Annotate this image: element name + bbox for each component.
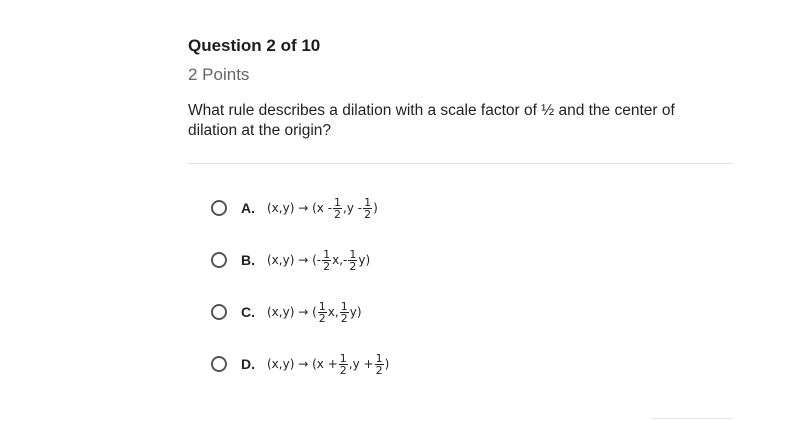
denominator: 2 [323, 259, 331, 273]
option-expression [267, 301, 362, 324]
arrow: → [298, 357, 309, 371]
numerator: 1 [339, 351, 347, 365]
expr-part: x, [327, 305, 339, 319]
option-letter: D. [241, 356, 255, 372]
question-title: Question 2 of 10 [188, 36, 321, 55]
fraction [340, 301, 349, 324]
denominator: 2 [349, 259, 357, 273]
fraction [333, 197, 342, 220]
expr-part: (- [312, 253, 322, 267]
expr-part: y) [349, 305, 362, 319]
numerator: 1 [349, 247, 357, 261]
expr-part: (x + [312, 357, 338, 371]
arrow: → [298, 253, 309, 267]
denominator: 2 [339, 363, 347, 377]
radio-c[interactable] [211, 304, 227, 320]
numerator: 1 [334, 195, 342, 209]
numerator: 1 [375, 351, 383, 365]
numerator: 1 [340, 299, 348, 313]
fraction [375, 353, 384, 376]
numerator: 1 [318, 299, 326, 313]
option-a[interactable] [211, 186, 389, 230]
arrow: → [298, 305, 309, 319]
radio-a[interactable] [211, 200, 227, 216]
radio-b[interactable] [211, 252, 227, 268]
expr-part: ( [312, 305, 317, 319]
fraction [348, 249, 357, 272]
expr-lhs: (x,y) [267, 253, 295, 267]
denominator: 2 [334, 207, 342, 221]
fraction [339, 353, 348, 376]
numerator: 1 [364, 195, 372, 209]
option-letter: A. [241, 200, 255, 216]
question-points: 2 Points [188, 65, 250, 84]
option-d[interactable] [211, 342, 389, 386]
expr-part: x,- [332, 253, 348, 267]
expr-part: ) [384, 357, 390, 371]
option-expression [267, 249, 370, 272]
option-expression [267, 197, 378, 220]
expr-part: ,y + [348, 357, 374, 371]
divider [188, 163, 733, 164]
denominator: 2 [340, 311, 348, 325]
denominator: 2 [318, 311, 326, 325]
footer-divider [652, 418, 732, 419]
fraction [318, 301, 327, 324]
option-c[interactable] [211, 290, 389, 334]
question-panel [188, 36, 733, 141]
question-text: What rule describes a dilation with a scale factor of ½ and the center of dilation at the origin? [188, 102, 675, 139]
numerator: 1 [323, 247, 331, 261]
expr-part: ) [373, 201, 378, 215]
option-expression [267, 353, 389, 376]
denominator: 2 [364, 207, 372, 221]
expr-part: y) [358, 253, 371, 267]
option-letter: C. [241, 304, 255, 320]
arrow: → [298, 201, 309, 215]
expr-lhs: (x,y) [267, 357, 295, 371]
expr-part: ,y - [343, 201, 363, 215]
option-b[interactable] [211, 238, 389, 282]
fraction [322, 249, 331, 272]
answer-options [211, 186, 389, 394]
expr-lhs: (x,y) [267, 305, 295, 319]
expr-lhs: (x,y) [267, 201, 295, 215]
fraction [363, 197, 372, 220]
radio-d[interactable] [211, 356, 227, 372]
denominator: 2 [375, 363, 383, 377]
option-letter: B. [241, 252, 255, 268]
expr-part: (x - [312, 201, 333, 215]
